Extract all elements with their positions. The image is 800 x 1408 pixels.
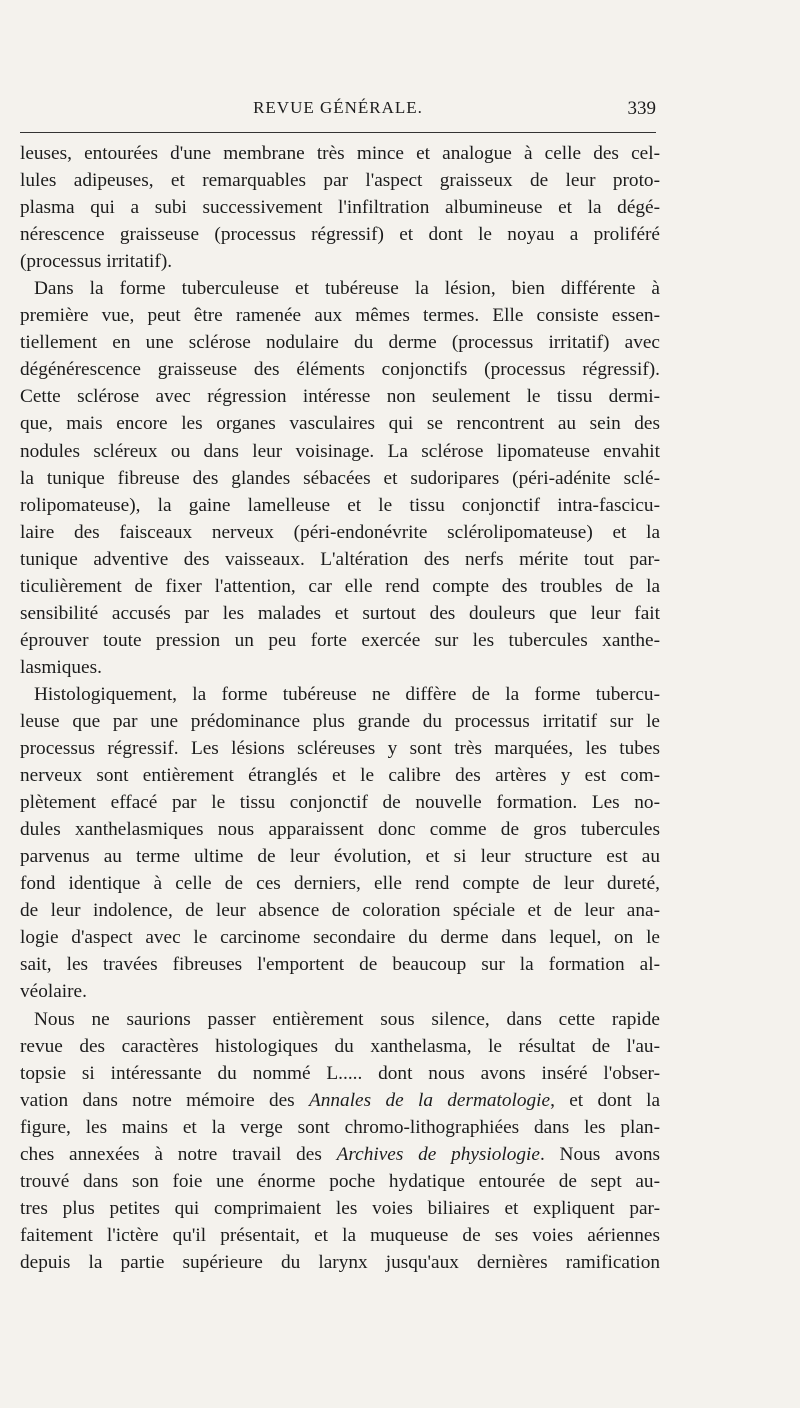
text-line	[20, 1141, 660, 1168]
text-line-content: trouvé dans son foie une énorme poche hydatique entourée de sept au-	[20, 1170, 660, 1192]
page-header	[20, 98, 656, 122]
text-line	[20, 546, 660, 573]
text-line-content: leuse que par une prédominance plus grande du processus irritatif sur le	[20, 710, 660, 732]
text-line-content: (processus irritatif).	[20, 251, 173, 273]
text-line-continuation: , et dont la	[550, 1089, 660, 1111]
text-line-content: nerveux sont entièrement étranglés et le calibre des artères y est com-	[20, 765, 660, 787]
header-rule	[20, 132, 656, 133]
text-line	[20, 1060, 660, 1087]
text-line	[20, 1168, 660, 1195]
text-line	[20, 356, 660, 383]
text-line-content: lules adipeuses, et remarquables par l'aspect graisseux de leur proto-	[20, 170, 660, 192]
text-line-content: figure, les mains et la verge sont chromo-lithographiées dans les plan-	[20, 1116, 660, 1138]
text-line-content: laire des faisceaux nerveux (péri-endonévrite sclérolipomateuse) et la	[20, 521, 660, 543]
text-line	[20, 951, 660, 978]
text-line	[20, 438, 660, 465]
text-line-content: éprouver toute pression un peu forte exercée sur les tubercules xanthe-	[20, 629, 660, 651]
text-line-content: logie d'aspect avec le carcinome secondaire du derme dans lequel, on le	[20, 927, 660, 949]
running-head: REVUE GÉNÉRALE.	[253, 98, 423, 117]
text-line-content: tres plus petites qui comprimaient les voies biliaires et expliquent par-	[20, 1197, 660, 1219]
text-line	[20, 654, 660, 681]
text-line	[20, 1087, 660, 1114]
text-line	[20, 1249, 660, 1276]
text-line-content: de leur indolence, de leur absence de coloration spéciale et de leur ana-	[20, 900, 660, 922]
text-line-content: topsie si intéressante du nommé L..... dont nous avons inséré l'obser-	[20, 1062, 660, 1084]
text-line	[20, 1222, 660, 1249]
text-line	[20, 600, 660, 627]
text-line	[20, 248, 660, 275]
italic-title: Archives de physiologie	[336, 1143, 540, 1165]
text-line-content: ticulièrement de fixer l'attention, car elle rend compte des troubles de la	[20, 575, 660, 597]
text-line	[20, 221, 660, 248]
text-line	[20, 1114, 660, 1141]
text-line	[20, 924, 660, 951]
page-number: 339	[627, 98, 656, 119]
text-line	[20, 383, 660, 410]
text-line	[20, 1033, 660, 1060]
text-line	[20, 681, 660, 708]
text-line-content: plasma qui a subi successivement l'infiltration albumineuse et la dégé-	[20, 197, 660, 219]
text-line	[20, 843, 660, 870]
text-line	[20, 302, 660, 329]
text-line	[20, 1195, 660, 1222]
text-line	[20, 708, 660, 735]
text-line-content: dules xanthelasmiques nous apparaissent donc comme de gros tubercules	[20, 819, 660, 841]
text-line-content: fond identique à celle de ces derniers, elle rend compte de leur dureté,	[20, 873, 660, 895]
text-line-content: dégénérescence graisseuse des éléments conjonctifs (processus régressif).	[20, 359, 660, 381]
text-line	[20, 816, 660, 843]
text-line-content: première vue, peut être ramenée aux mêmes termes. Elle consiste essen-	[20, 305, 660, 327]
text-line-content: la tunique fibreuse des glandes sébacées et sudoripares (péri-adénite sclé-	[20, 467, 660, 489]
text-line	[20, 519, 660, 546]
text-line	[20, 167, 660, 194]
text-line	[20, 897, 660, 924]
text-line	[20, 1006, 660, 1033]
text-line-content: Cette sclérose avec régression intéresse non seulement le tissu dermi-	[20, 386, 660, 408]
text-line-content: véolaire.	[20, 981, 87, 1003]
text-line-continuation: . Nous avons	[539, 1143, 660, 1165]
text-line	[20, 762, 660, 789]
text-line-content: sait, les travées fibreuses l'emportent de beaucoup sur la formation al-	[20, 954, 660, 976]
text-line-content: sensibilité accusés par les malades et surtout des douleurs que leur fait	[20, 602, 660, 624]
text-line-content: Dans la forme tuberculeuse et tubéreuse la lésion, bien différente à	[34, 278, 660, 300]
text-line-content: Histologiquement, la forme tubéreuse ne diffère de la forme tubercu-	[34, 683, 660, 705]
text-line	[20, 735, 660, 762]
text-line-content: nérescence graisseuse (processus régressif) et dont le noyau a proliféré	[20, 224, 660, 246]
text-line-content: leuses, entourées d'une membrane très mince et analogue à celle des cel-	[20, 143, 660, 164]
text-line	[20, 275, 660, 302]
text-line-content: nodules scléreux ou dans leur voisinage. La sclérose lipomateuse envahit	[20, 440, 660, 462]
text-line	[20, 140, 660, 167]
text-line-content: revue des caractères histologiques du xanthelasma, le résultat de l'au-	[20, 1035, 660, 1057]
text-line-content: tiellement en une sclérose nodulaire du derme (processus irritatif) avec	[20, 332, 660, 354]
text-line	[20, 870, 660, 897]
text-line-content: rolipomateuse), la gaine lamelleuse et le tissu conjonctif intra-fascicu-	[20, 494, 660, 516]
text-line	[20, 978, 660, 1005]
text-line-content: faitement l'ictère qu'il présentait, et la muqueuse de ses voies aériennes	[20, 1224, 660, 1246]
text-line	[20, 573, 660, 600]
text-line-content: Nous ne saurions passer entièrement sous silence, dans cette rapide	[34, 1008, 660, 1030]
italic-title: Annales de la dermatologie	[309, 1089, 551, 1111]
text-line-content: tunique adventive des vaisseaux. L'altération des nerfs mérite tout par-	[20, 548, 660, 570]
text-line	[20, 329, 660, 356]
text-line-content: parvenus au terme ultime de leur évolution, et si leur structure est au	[20, 846, 660, 868]
text-line-content: vation dans notre mémoire des	[20, 1089, 309, 1111]
text-line-content: que, mais encore les organes vasculaires qui se rencontrent au sein des	[20, 413, 660, 435]
text-line-content: lasmiques.	[20, 656, 102, 678]
text-line-content: plètement effacé par le tissu conjonctif de nouvelle formation. Les no-	[20, 792, 660, 814]
body-text	[20, 140, 660, 1276]
text-line-content: depuis la partie supérieure du larynx jusqu'aux dernières ramification	[20, 1251, 660, 1273]
text-line	[20, 194, 660, 221]
text-line	[20, 627, 660, 654]
text-line-content: ches annexées à notre travail des	[20, 1143, 337, 1165]
text-line	[20, 465, 660, 492]
text-line	[20, 492, 660, 519]
text-line-content: processus régressif. Les lésions scléreuses y sont très marquées, les tubes	[20, 738, 660, 760]
text-line	[20, 410, 660, 437]
text-line	[20, 789, 660, 816]
